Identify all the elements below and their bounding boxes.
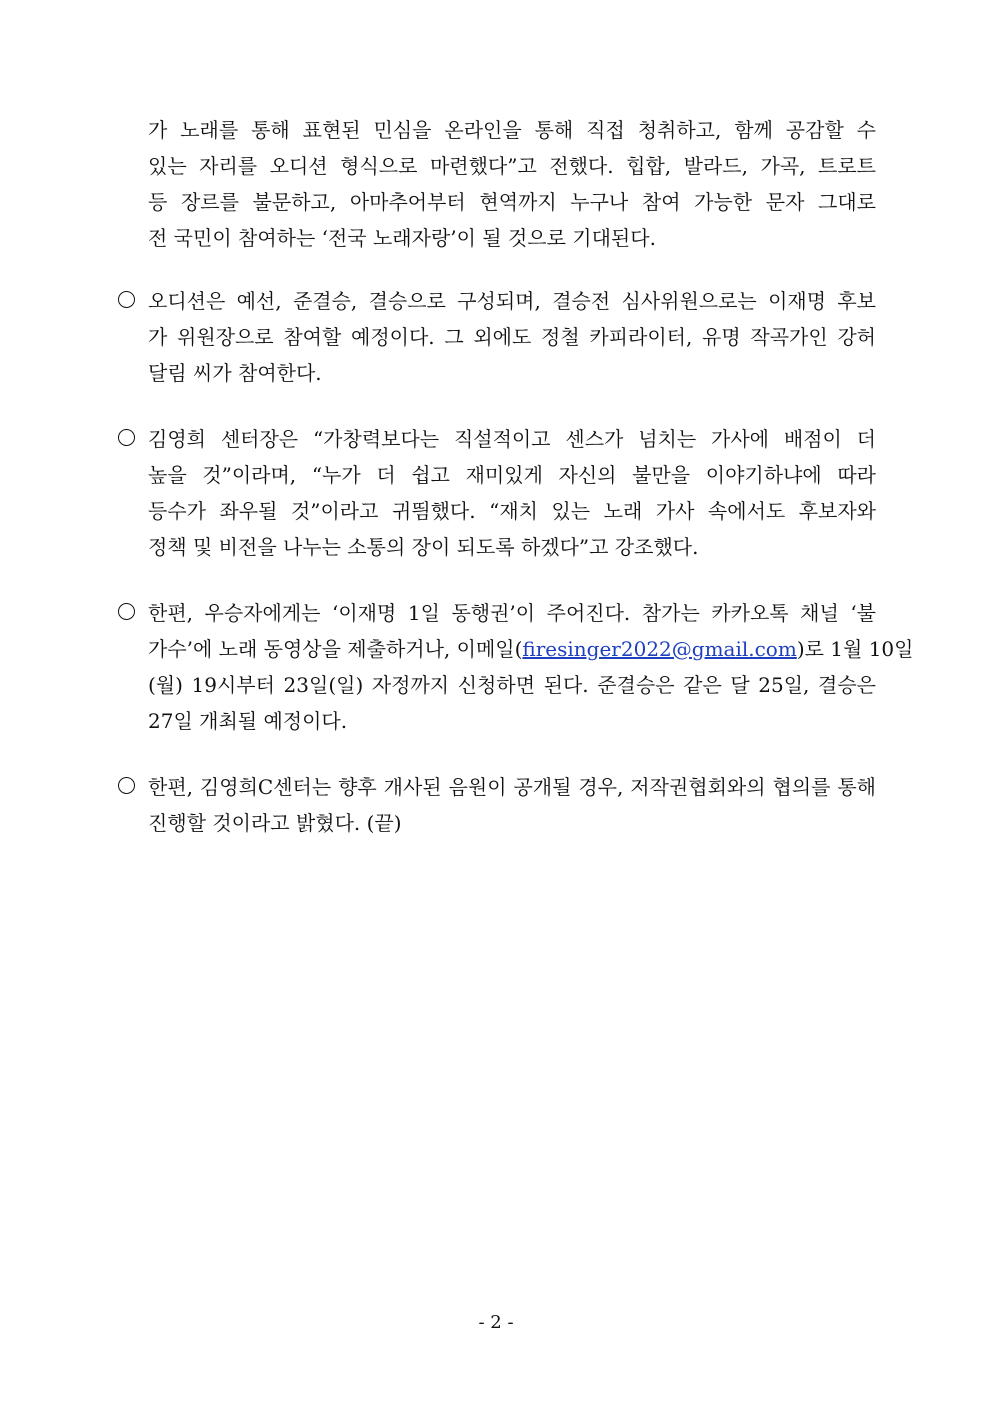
text-line: (월) 19시부터 23일(일) 자정까지 신청하면 된다. 준결승은 같은 달 25일, 결승은 [148, 673, 876, 697]
text-line: 높을 것”이라며, “누가 더 쉽고 재미있게 자신의 불만을 이야기하냐에 따라 [148, 463, 876, 487]
text-line: 등수가 좌우될 것”이라고 귀띔했다. “재치 있는 노래 가사 속에서도 후보자와 [148, 499, 876, 523]
page-number: - 2 - [478, 1312, 514, 1333]
circle-bullet-icon [118, 777, 135, 794]
text-line-content: 한편, 우승자에게는 ‘이재명 1일 동행권’이 주어진다. 참가는 카카오톡 채널 ‘불 [148, 601, 876, 625]
text-line: 가 노래를 통해 표현된 민심을 온라인을 통해 직접 청취하고, 함께 공감할 수 [148, 118, 876, 142]
text-line: 가 위원장으로 참여할 예정이다. 그 외에도 정철 카피라이터, 유명 작곡가인 강허 [148, 325, 876, 349]
text-line: 진행할 것이라고 밝혔다. (끝) [148, 811, 402, 835]
text-line [116, 421, 876, 457]
circle-bullet-icon [118, 291, 135, 308]
text-line: 등 장르를 불문하고, 아마추어부터 현역까지 누구나 참여 가능한 문자 그대로 [148, 190, 876, 214]
email-link[interactable]: firesinger2022@gmail.com [522, 637, 797, 661]
text-line-content: 오디션은 예선, 준결승, 결승으로 구성되며, 결승전 심사위원으로는 이재명 후보 [148, 289, 876, 313]
text-line: 달림 씨가 참여한다. [148, 361, 322, 385]
paragraph-winner-prize [116, 595, 914, 739]
paragraph-audition-structure [116, 283, 876, 391]
text-line-content: 한편, 김영희C센터는 향후 개사된 음원이 공개될 경우, 저작권협회와의 협의를 통해 [148, 775, 876, 799]
text-line: 전 국민이 참여하는 ‘전국 노래자랑’이 될 것으로 기대된다. [148, 226, 656, 250]
text-line: 정책 및 비전을 나누는 소통의 장이 되도록 하겠다”고 강조했다. [148, 535, 699, 559]
text-line [116, 595, 876, 631]
circle-bullet-icon [118, 603, 135, 620]
text-line [116, 769, 876, 805]
text-line: 27일 개최될 예정이다. [148, 709, 348, 733]
text-line-after-email: )로 1월 10일 [796, 637, 914, 661]
text-line: 있는 자리를 오디션 형식으로 마련했다”고 전했다. 힙합, 발라드, 가곡, 트로트 [148, 154, 876, 178]
text-line-content: 김영희 센터장은 “가창력보다는 직설적이고 센스가 넘치는 가사에 배점이 더 [148, 427, 876, 451]
paragraph-continuation [116, 112, 876, 256]
text-line-before-email: 가수’에 노래 동영상을 제출하거나, 이메일( [148, 637, 523, 661]
circle-bullet-icon [118, 429, 135, 446]
text-line-with-email [116, 631, 914, 667]
text-line [116, 283, 876, 319]
paragraph-copyright-note [116, 769, 876, 841]
paragraph-center-director-quote [116, 421, 876, 565]
